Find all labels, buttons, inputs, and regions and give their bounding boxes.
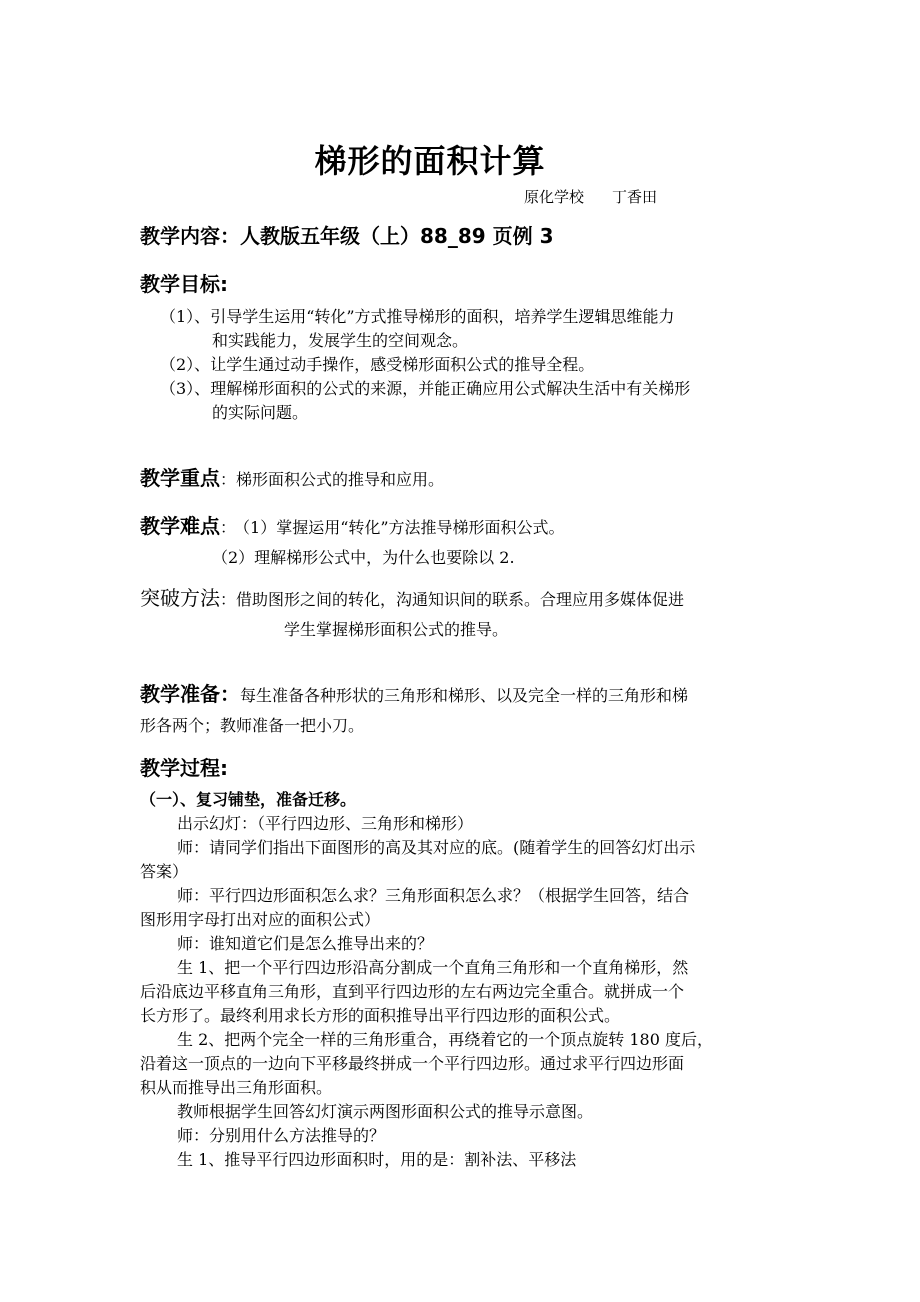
process-line: 生 2、把两个完全一样的三角形重合，再绕着它的一个顶点旋转 180 度后， <box>177 1030 713 1049</box>
goal-item-2-text: 让学生通过动手操作，感受梯形面积公式的推导全程。 <box>210 355 595 374</box>
process-line: 师：谁知道它们是怎么推导出来的？ <box>177 934 434 953</box>
process-line: 答案） <box>140 862 189 881</box>
process-line: 教师根据学生回答幻灯演示两图形面积公式的推导示意图。 <box>177 1102 594 1121</box>
page-title: 梯形的面积计算 <box>314 142 546 180</box>
process-line: 生 1、推导平行四边形面积时，用的是：割补法、平移法 <box>177 1150 577 1169</box>
process-line: 师：请同学们指出下面图形的高及其对应的底。(随着学生的回答幻灯出示 <box>177 838 696 857</box>
method-row <box>140 582 684 611</box>
process-line: 生 1、把一个平行四边形沿高分割成一个直角三角形和一个直角梯形，然 <box>177 958 689 977</box>
goal-item-3-line-2: 的实际问题。 <box>212 403 309 422</box>
process-line: 师：分别用什么方法推导的？ <box>177 1126 386 1145</box>
difficulty-row <box>140 510 565 539</box>
process-line: 长方形了。最终利用求长方形的面积推导出平行四边形的面积公式。 <box>140 1006 621 1025</box>
key-point-separator: ： <box>220 470 237 489</box>
method-separator: ： <box>220 590 237 609</box>
method-line-1: 借助图形之间的转化，沟通知识间的联系。合理应用多媒体促进 <box>236 590 685 609</box>
goal-item-3-number: （3）、 <box>160 379 211 398</box>
difficulty-separator: ： <box>220 518 237 537</box>
process-line: 积从而推导出三角形面积。 <box>140 1078 333 1097</box>
prep-line-1: 每生准备各种形状的三角形和梯形、以及完全一样的三角形和梯 <box>240 686 689 705</box>
process-line: 出示幻灯：（平行四边形、三角形和梯形） <box>177 814 474 833</box>
process-line: 师：平行四边形面积怎么求？三角形面积怎么求？（根据学生回答，结合 <box>177 886 690 905</box>
goal-item-1-line-2: 和实践能力，发展学生的空间观念。 <box>212 331 469 350</box>
author-school: 原化学校 <box>524 188 585 206</box>
difficulty-line-1: （1）掌握运用“转化”方法推导梯形面积公式。 <box>242 518 565 537</box>
prep-line-2: 形各两个；教师准备一把小刀。 <box>140 716 365 735</box>
teaching-content-heading: 教学内容：人教版五年级（上）88_89 页例 3 <box>140 224 554 248</box>
goal-item-2 <box>160 353 594 377</box>
difficulty-line-2: （2）理解梯形公式中，为什么也要除以 2. <box>212 548 515 567</box>
method-label: 突破方法 <box>140 586 220 610</box>
goal-item-1-number: （1）、 <box>160 307 211 326</box>
goal-item-2-number: （2）、 <box>160 355 211 374</box>
process-line: 图形用字母打出对应的面积公式） <box>140 910 381 929</box>
process-heading: 教学过程: <box>140 756 228 780</box>
goal-item-3-text: 理解梯形面积的公式的来源，并能正确应用公式解决生活中有关梯形 <box>210 379 691 398</box>
method-line-2: 学生掌握梯形面积公式的推导。 <box>284 620 509 639</box>
key-point-text: 梯形面积公式的推导和应用。 <box>236 470 445 489</box>
difficulty-label: 教学难点 <box>140 514 220 538</box>
author-line <box>524 186 657 207</box>
goal-item-1-text: 引导学生运用“转化”方式推导梯形的面积，培养学生逻辑思维能力 <box>210 307 675 326</box>
key-point-label: 教学重点 <box>140 466 220 490</box>
prep-label: 教学准备： <box>140 682 240 706</box>
goal-item-3-line-1 <box>160 377 690 401</box>
teaching-goals-heading: 教学目标: <box>140 272 228 296</box>
prep-row <box>140 678 688 707</box>
key-point-row <box>140 462 444 491</box>
process-line: 沿着这一顶点的一边向下平移最终拼成一个平行四边形。通过求平行四边形面 <box>140 1054 685 1073</box>
goal-item-1-line-1 <box>160 305 675 329</box>
author-name: 丁香田 <box>612 188 658 206</box>
process-section-heading: （一）、复习铺垫，准备迁移。 <box>140 790 357 809</box>
process-line: 后沿底边平移直角三角形，直到平行四边形的左右两边完全重合。就拼成一个 <box>140 982 685 1001</box>
